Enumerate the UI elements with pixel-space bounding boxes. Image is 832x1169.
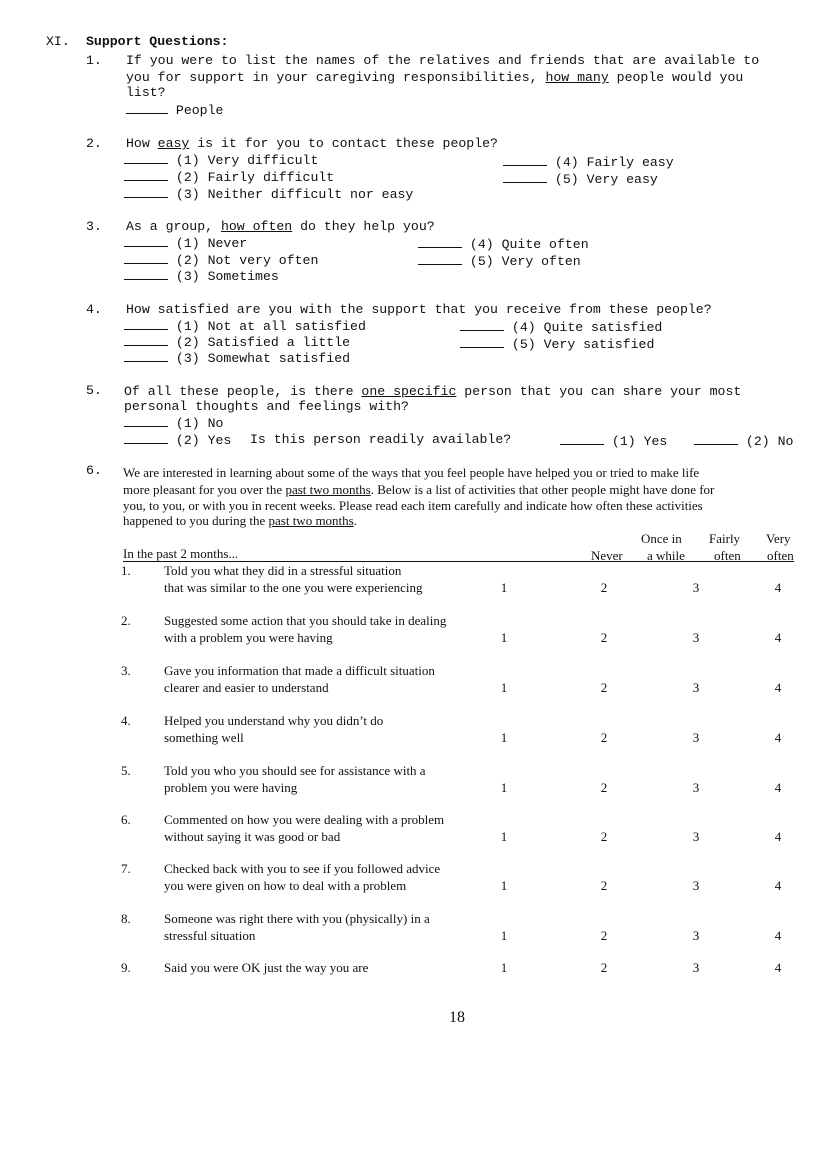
score-very-often[interactable]: 4 bbox=[774, 580, 782, 595]
score-fairly-often[interactable]: 3 bbox=[692, 680, 700, 695]
col-once-line2: a while bbox=[647, 548, 685, 563]
q5-line1: Of all these people, is there one specific person that you can share your most bbox=[124, 384, 742, 399]
item-text-line1: Said you were OK just the way you are bbox=[164, 960, 369, 975]
score-very-often[interactable]: 4 bbox=[774, 780, 782, 795]
score-never[interactable]: 1 bbox=[500, 630, 508, 645]
q2-number: 2. bbox=[86, 136, 102, 151]
col-very-line2: often bbox=[767, 548, 794, 563]
item-text-line1: Gave you information that made a difficult situation bbox=[164, 663, 435, 678]
score-fairly-often[interactable]: 3 bbox=[692, 878, 700, 893]
score-once-in-a-while[interactable]: 2 bbox=[600, 960, 608, 975]
score-fairly-often[interactable]: 3 bbox=[692, 780, 700, 795]
q4-number: 4. bbox=[86, 302, 102, 317]
item-number: 3. bbox=[121, 663, 131, 678]
section-number: XI. bbox=[46, 34, 70, 49]
item-number: 9. bbox=[121, 960, 131, 975]
q3-option[interactable]: (5) Very often bbox=[418, 253, 581, 269]
q6-number: 6. bbox=[86, 463, 102, 478]
item-number: 5. bbox=[121, 763, 131, 778]
score-fairly-often[interactable]: 3 bbox=[692, 630, 700, 645]
score-very-often[interactable]: 4 bbox=[774, 630, 782, 645]
score-fairly-often[interactable]: 3 bbox=[692, 730, 700, 745]
q3-option[interactable]: (2) Not very often bbox=[124, 252, 318, 268]
q6-intro-line3: you, to you, or with you in recent weeks. Please read each item carefully and indicate how often these activities bbox=[123, 498, 703, 513]
score-fairly-often[interactable]: 3 bbox=[692, 960, 700, 975]
score-never[interactable]: 1 bbox=[500, 878, 508, 893]
item-text-line1: Suggested some action that you should take in dealing bbox=[164, 613, 447, 628]
score-once-in-a-while[interactable]: 2 bbox=[600, 878, 608, 893]
score-very-often[interactable]: 4 bbox=[774, 928, 782, 943]
item-text-line2: that was similar to the one you were experiencing bbox=[164, 580, 423, 595]
page-number: 18 bbox=[449, 1009, 465, 1026]
score-fairly-often[interactable]: 3 bbox=[692, 829, 700, 844]
q4-option[interactable]: (5) Very satisfied bbox=[460, 336, 654, 352]
q5-follow-no[interactable]: (2) No bbox=[694, 433, 793, 449]
score-never[interactable]: 1 bbox=[500, 780, 508, 795]
section-title: Support Questions: bbox=[86, 34, 229, 49]
q1-line1: If you were to list the names of the relatives and friends that are available to bbox=[126, 53, 760, 68]
score-once-in-a-while[interactable]: 2 bbox=[600, 829, 608, 844]
score-once-in-a-while[interactable]: 2 bbox=[600, 730, 608, 745]
score-never[interactable]: 1 bbox=[500, 960, 508, 975]
score-never[interactable]: 1 bbox=[500, 829, 508, 844]
item-number: 7. bbox=[121, 861, 131, 876]
col-never: Never bbox=[591, 548, 623, 563]
q2-question: How easy is it for you to contact these people? bbox=[126, 136, 498, 151]
score-fairly-often[interactable]: 3 bbox=[692, 928, 700, 943]
q2-option[interactable]: (2) Fairly difficult bbox=[124, 169, 334, 185]
score-never[interactable]: 1 bbox=[500, 928, 508, 943]
item-text-line2: something well bbox=[164, 730, 244, 745]
q2-option[interactable]: (1) Very difficult bbox=[124, 152, 318, 168]
col-fairly-line2: often bbox=[714, 548, 741, 563]
q1-number: 1. bbox=[86, 53, 102, 68]
table-header-label: In the past 2 months... bbox=[123, 546, 239, 561]
q4-question: How satisfied are you with the support that you receive from these people? bbox=[126, 302, 712, 317]
score-never[interactable]: 1 bbox=[500, 680, 508, 695]
score-very-often[interactable]: 4 bbox=[774, 829, 782, 844]
q5-line2: personal thoughts and feelings with? bbox=[124, 399, 409, 414]
item-number: 4. bbox=[121, 713, 131, 728]
q5-option-yes[interactable]: (2) Yes bbox=[124, 432, 231, 448]
item-text-line1: Helped you understand why you didn’t do bbox=[164, 713, 384, 728]
score-very-often[interactable]: 4 bbox=[774, 680, 782, 695]
item-number: 2. bbox=[121, 613, 131, 628]
item-number: 1. bbox=[121, 563, 131, 578]
score-very-often[interactable]: 4 bbox=[774, 730, 782, 745]
q4-option[interactable]: (3) Somewhat satisfied bbox=[124, 350, 350, 366]
q3-question: As a group, how often do they help you? bbox=[126, 219, 435, 234]
q6-intro-line2: more pleasant for you over the past two months. Below is a list of activities that other people might have done for bbox=[123, 482, 715, 497]
item-text-line1: Told you what they did in a stressful situation bbox=[164, 563, 402, 578]
score-never[interactable]: 1 bbox=[500, 580, 508, 595]
q3-option[interactable]: (4) Quite often bbox=[418, 236, 589, 252]
item-text-line1: Checked back with you to see if you followed advice bbox=[164, 861, 441, 876]
col-once-line1: Once in bbox=[641, 531, 682, 546]
q6-intro-line4: happened to you during the past two months. bbox=[123, 513, 357, 528]
q5-follow-yes[interactable]: (1) Yes bbox=[560, 433, 667, 449]
q5-number: 5. bbox=[86, 383, 102, 398]
item-text-line2: stressful situation bbox=[164, 928, 256, 943]
item-text-line1: Told you who you should see for assistance with a bbox=[164, 763, 426, 778]
q6-intro-line1: We are interested in learning about some of the ways that you feel people have helped you or tried to make life bbox=[123, 465, 700, 480]
q4-option[interactable]: (1) Not at all satisfied bbox=[124, 318, 366, 334]
q1-line2: you for support in your caregiving responsibilities, how many people would you bbox=[126, 70, 744, 85]
col-very-line1: Very bbox=[766, 531, 791, 546]
q2-option[interactable]: (4) Fairly easy bbox=[503, 154, 674, 170]
q2-option[interactable]: (5) Very easy bbox=[503, 171, 658, 187]
item-number: 8. bbox=[121, 911, 131, 926]
score-very-often[interactable]: 4 bbox=[774, 878, 782, 893]
q5-option-no[interactable]: (1) No bbox=[124, 415, 223, 431]
item-text-line2: clearer and easier to understand bbox=[164, 680, 329, 695]
item-text-line2: you were given on how to deal with a problem bbox=[164, 878, 407, 893]
q3-option[interactable]: (1) Never bbox=[124, 235, 247, 251]
item-text-line1: Someone was right there with you (physically) in a bbox=[164, 911, 430, 926]
q4-option[interactable]: (2) Satisfied a little bbox=[124, 334, 350, 350]
score-never[interactable]: 1 bbox=[500, 730, 508, 745]
score-once-in-a-while[interactable]: 2 bbox=[600, 780, 608, 795]
item-text-line2: without saying it was good or bad bbox=[164, 829, 341, 844]
item-text-line2: problem you were having bbox=[164, 780, 298, 795]
item-number: 6. bbox=[121, 812, 131, 827]
q5-follow-up-question: Is this person readily available? bbox=[250, 432, 512, 447]
q1-answer-label: People bbox=[175, 103, 224, 118]
score-fairly-often[interactable]: 3 bbox=[692, 580, 700, 595]
q4-option[interactable]: (4) Quite satisfied bbox=[460, 319, 662, 335]
score-once-in-a-while[interactable]: 2 bbox=[600, 580, 608, 595]
table-header-rule bbox=[123, 561, 794, 562]
score-once-in-a-while[interactable]: 2 bbox=[600, 928, 608, 943]
q1-blank[interactable] bbox=[126, 102, 168, 114]
col-fairly-line1: Fairly bbox=[709, 531, 741, 546]
q1-line3: list? bbox=[126, 85, 166, 100]
score-very-often[interactable]: 4 bbox=[774, 960, 782, 975]
q3-option[interactable]: (3) Sometimes bbox=[124, 268, 279, 284]
item-text-line1: Commented on how you were dealing with a problem bbox=[164, 812, 445, 827]
q2-option[interactable]: (3) Neither difficult nor easy bbox=[124, 186, 413, 202]
item-text-line2: with a problem you were having bbox=[164, 630, 333, 645]
q1-answer[interactable] bbox=[126, 102, 223, 118]
score-once-in-a-while[interactable]: 2 bbox=[600, 630, 608, 645]
q3-number: 3. bbox=[86, 219, 102, 234]
score-once-in-a-while[interactable]: 2 bbox=[600, 680, 608, 695]
